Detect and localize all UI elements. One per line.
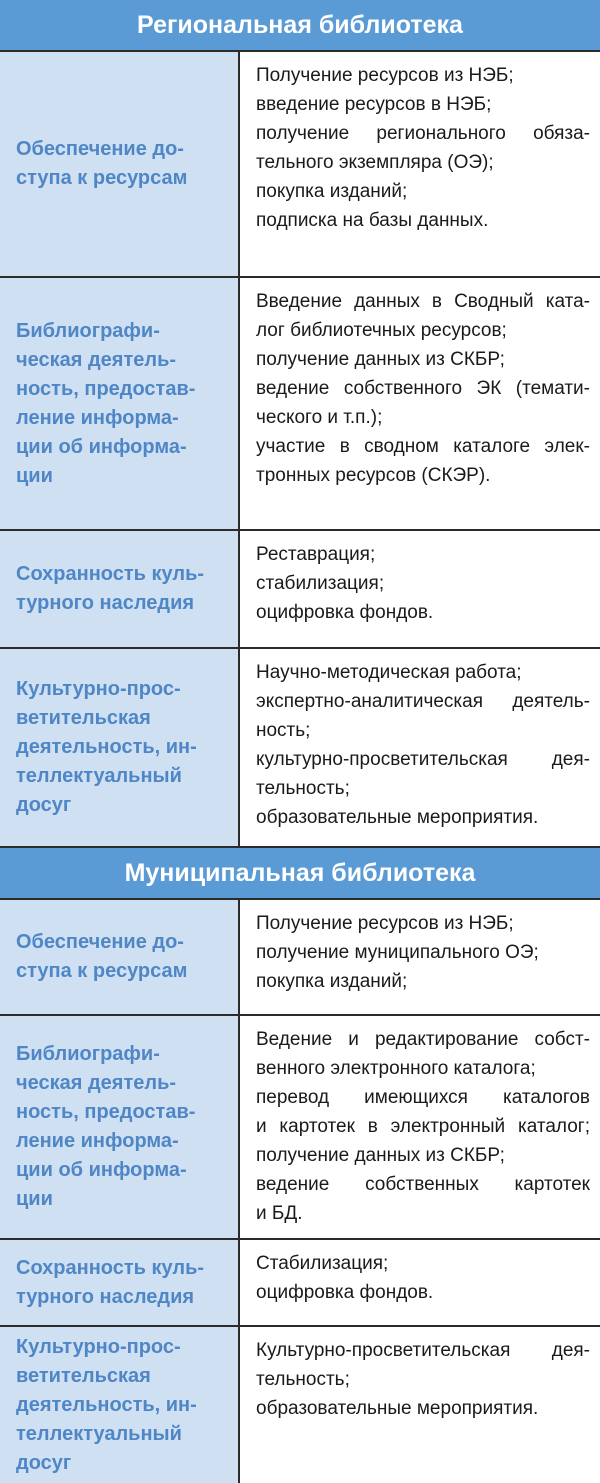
description-line: образовательные мероприятия. bbox=[256, 807, 539, 828]
description-line: стабилизация; bbox=[256, 573, 385, 594]
description-cell bbox=[238, 1016, 600, 1238]
table-row bbox=[0, 649, 600, 848]
description-line: тельность; bbox=[256, 1369, 350, 1390]
description-line: Ведение и редактирование собст- bbox=[256, 1029, 590, 1050]
section-header-municipal bbox=[0, 848, 600, 900]
description-cell bbox=[238, 1327, 600, 1483]
table-row bbox=[0, 531, 600, 649]
description-line: оцифровка фондов. bbox=[256, 602, 434, 623]
description-line: покупка изданий; bbox=[256, 971, 408, 992]
table-row bbox=[0, 52, 600, 278]
table-row bbox=[0, 278, 600, 531]
table-row bbox=[0, 900, 600, 1016]
description-line: ческого и т.п.); bbox=[256, 407, 383, 428]
description-line: венного электронного каталога; bbox=[256, 1058, 536, 1079]
category-cell: Сохранность куль- турного наследия bbox=[0, 531, 238, 647]
category-cell: Сохранность куль- турного наследия bbox=[0, 1240, 238, 1325]
description-line: Реставрация; bbox=[256, 544, 376, 565]
description-line: получение данных из СКБР; bbox=[256, 1145, 505, 1166]
category-cell: Библиографи- ческая деятель- ность, предостав- ление информа- ции об информа- ции bbox=[0, 1016, 238, 1238]
description-line: и картотек в электронный каталог; bbox=[256, 1116, 590, 1137]
section-header-regional bbox=[0, 0, 600, 52]
section-title: Муниципальная библиотека bbox=[124, 858, 476, 887]
description-cell bbox=[238, 1240, 600, 1325]
description-line: Получение ресурсов из НЭБ; bbox=[256, 65, 514, 86]
description-line: ность; bbox=[256, 720, 311, 741]
description-cell bbox=[238, 52, 600, 276]
description-line: и БД. bbox=[256, 1203, 303, 1224]
description-line: участие в сводном каталоге элек- bbox=[256, 436, 590, 457]
category-cell: Культурно-прос- ветительская деятельность, ин- теллектуальный досуг bbox=[0, 649, 238, 846]
description-line: экспертно-аналитическая деятель- bbox=[256, 691, 590, 712]
description-line: тельность; bbox=[256, 778, 350, 799]
description-line: получение муниципального ОЭ; bbox=[256, 942, 539, 963]
description-line: Культурно-просветительская дея- bbox=[256, 1340, 590, 1361]
description-cell bbox=[238, 900, 600, 1014]
description-line: получение данных из СКБР; bbox=[256, 349, 505, 370]
description-cell bbox=[238, 649, 600, 846]
description-line: ведение собственного ЭК (темати- bbox=[256, 378, 590, 399]
table-row bbox=[0, 1327, 600, 1483]
description-line: культурно-просветительская дея- bbox=[256, 749, 590, 770]
category-cell: Библиографи- ческая деятель- ность, предостав- ление информа- ции об информа- ции bbox=[0, 278, 238, 529]
description-cell bbox=[238, 278, 600, 529]
description-line: лог библиотечных ресурсов; bbox=[256, 320, 507, 341]
table-row bbox=[0, 1240, 600, 1327]
description-line: покупка изданий; bbox=[256, 181, 408, 202]
description-line: ведение собственных картотек bbox=[256, 1174, 590, 1195]
description-line: получение регионального обяза- bbox=[256, 123, 590, 144]
description-line: Научно-методическая работа; bbox=[256, 662, 522, 683]
description-line: образовательные мероприятия. bbox=[256, 1398, 539, 1419]
table-row bbox=[0, 1016, 600, 1240]
description-line: тронных ресурсов (СКЭР). bbox=[256, 465, 491, 486]
description-line: подписка на базы данных. bbox=[256, 210, 489, 231]
description-line: введение ресурсов в НЭБ; bbox=[256, 94, 492, 115]
category-cell: Обеспечение до- ступа к ресурсам bbox=[0, 900, 238, 1014]
section-title: Региональная библиотека bbox=[137, 10, 463, 39]
description-line: оцифровка фондов. bbox=[256, 1282, 434, 1303]
category-cell: Культурно-прос- ветительская деятельность, ин- теллектуальный досуг bbox=[0, 1327, 238, 1483]
description-line: Получение ресурсов из НЭБ; bbox=[256, 913, 514, 934]
category-cell: Обеспечение до- ступа к ресурсам bbox=[0, 52, 238, 276]
description-line: Введение данных в Сводный ката- bbox=[256, 291, 590, 312]
description-cell bbox=[238, 531, 600, 647]
description-line: Стабилизация; bbox=[256, 1253, 389, 1274]
description-line: перевод имеющихся каталогов bbox=[256, 1087, 590, 1108]
description-line: тельного экземпляра (ОЭ); bbox=[256, 152, 494, 173]
